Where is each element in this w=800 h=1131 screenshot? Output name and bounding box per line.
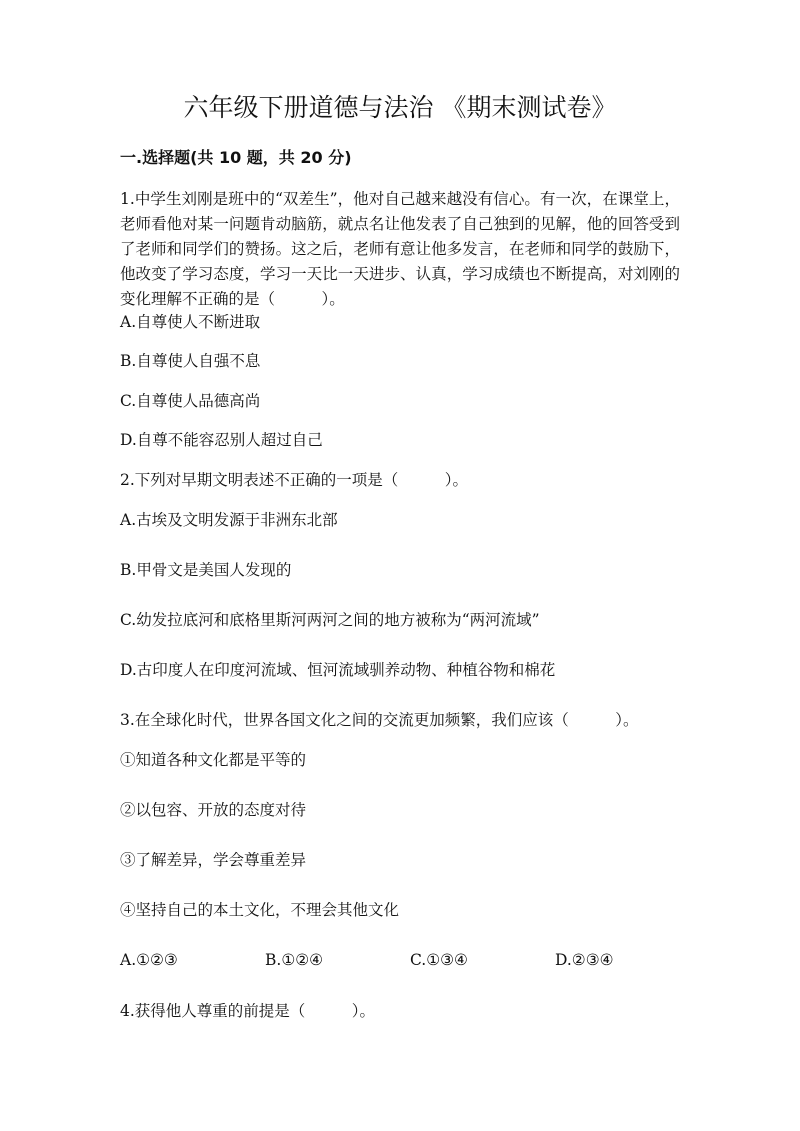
q3-statement-3: ③了解差异，学会尊重差异 [120, 851, 307, 869]
q1-option-a: A.自尊使人不断进取 [120, 313, 261, 331]
question-3-stem: 3.在全球化时代，世界各国文化之间的交流更加频繁，我们应该（ ）。 [120, 711, 639, 729]
q2-option-a: A.古埃及文明发源于非洲东北部 [120, 511, 338, 529]
question-4-stem: 4.获得他人尊重的前提是（ ）。 [120, 1002, 376, 1020]
page-title: 六年级下册道德与法治 《期末测试卷》 [183, 93, 617, 122]
q3-option-c: C.①③④ [410, 951, 468, 969]
q1-option-b: B.自尊使人自强不息 [120, 352, 261, 370]
q2-option-b: B.甲骨文是美国人发现的 [120, 561, 292, 579]
q3-statement-2: ②以包容、开放的态度对待 [120, 801, 307, 819]
q2-option-c: C.幼发拉底河和底格里斯河两河之间的地方被称为“两河流域” [120, 611, 540, 629]
q3-options-row [120, 949, 680, 971]
q1-option-c: C.自尊使人品德高尚 [120, 392, 261, 410]
q3-statement-4: ④坚持自己的本土文化，不理会其他文化 [120, 901, 400, 919]
q1-option-d: D.自尊不能容忍别人超过自己 [120, 431, 323, 449]
q2-option-d: D.古印度人在印度河流域、恒河流域驯养动物、种植谷物和棉花 [120, 661, 556, 679]
question-1-stem: 1.中学生刘刚是班中的“双差生”，他对自己越来越没有信心。有一次，在课堂上，老师看他对某一问题肯动脑筋，就点名让他发表了自己独到的见解，他的回答受到了老师和同学们的赞扬。这之后，老师有意让他多发言，在老师和同学的鼓励下，他改变了学习态度，学习一天比一天进步、认真，学习成绩也不断提高，对刘刚的变化理解不正确的是（ ）。 [120, 190, 680, 308]
section-heading: 一.选择题(共 10 题，共 20 分) [120, 148, 352, 167]
q3-option-a: A.①②③ [120, 951, 178, 969]
q3-option-d: D.②③④ [555, 951, 614, 969]
q3-statement-1: ①知道各种文化都是平等的 [120, 751, 307, 769]
q3-option-b: B.①②④ [265, 951, 324, 969]
question-2-stem: 2.下列对早期文明表述不正确的一项是（ ）。 [120, 471, 469, 489]
